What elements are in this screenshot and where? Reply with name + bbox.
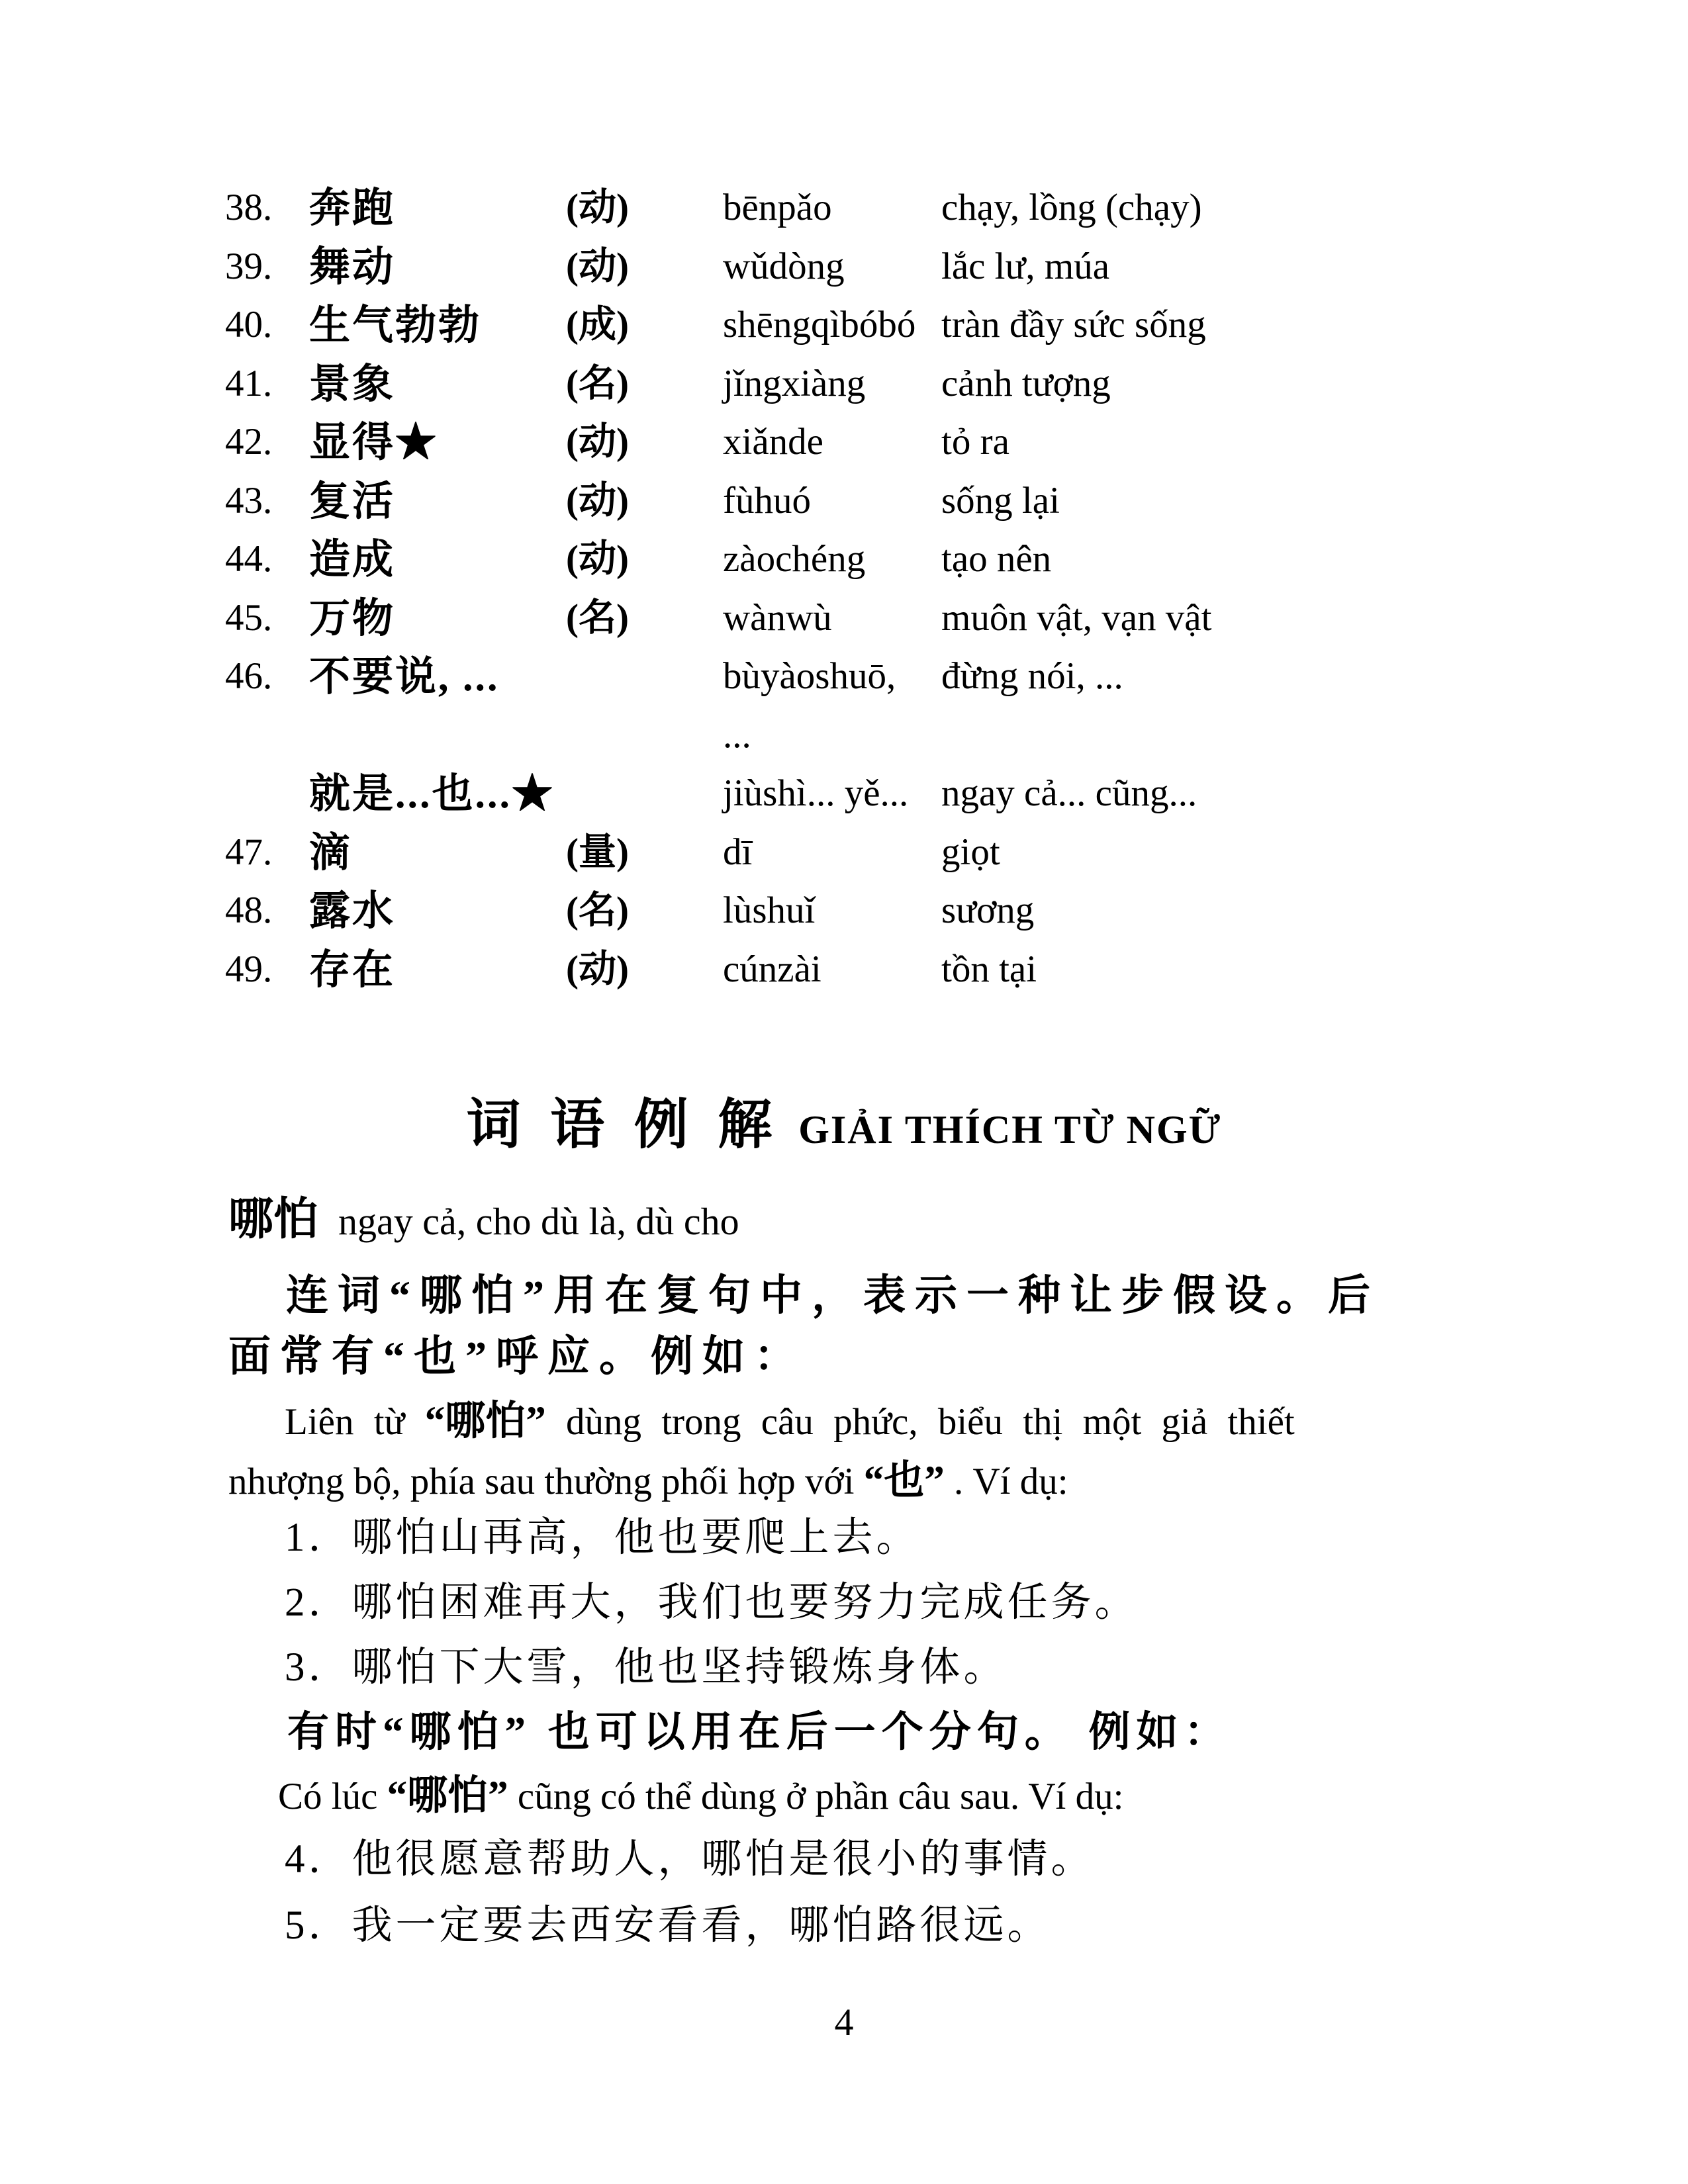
vocab-number: 42. (225, 421, 273, 463)
vocab-word: 显得★ (309, 420, 439, 465)
vocab-number: 46. (225, 655, 273, 697)
example-sentence-1: 1．哪怕山再高，他也要爬上去。 (285, 1516, 920, 1560)
vocab-number: 40. (225, 304, 273, 345)
vocab-pinyin: lùshuǐ (723, 889, 816, 931)
vocab-row (225, 480, 1483, 539)
vocab-word: 复活 (309, 478, 396, 524)
vocab-word: 就是...也...★ (309, 772, 555, 817)
vocab-translation: sương (941, 889, 1035, 931)
vocab-translation: ngay cả... cũng... (941, 772, 1197, 814)
vietnamese-explanation-line-2 (228, 1448, 1068, 1506)
vocab-row-continuation (225, 715, 1483, 774)
vocab-translation: tồn tại (941, 948, 1037, 990)
headword-chinese: 哪怕 (228, 1194, 319, 1244)
vocab-number: 38. (225, 187, 273, 228)
vocab-row (225, 363, 1483, 422)
vocab-pinyin: cúnzài (723, 948, 821, 990)
vocab-number: 43. (225, 479, 273, 522)
vocab-translation: chạy, lồng (chạy) (941, 187, 1202, 228)
vocab-translation: giọt (941, 831, 1000, 873)
section-heading (0, 1081, 1688, 1159)
chinese-explanation-line-2: 面常有“也”呼应。例如： (228, 1333, 806, 1380)
chinese-note-line: 有时“哪怕” 也可以用在后一个分句。 例如： (287, 1709, 1232, 1755)
vocab-pos: (名) (566, 889, 629, 931)
vocab-translation: cảnh tượng (941, 362, 1111, 404)
vocab-number: 41. (225, 362, 273, 404)
vocab-pinyin: wǔdòng (723, 245, 845, 287)
vocab-pinyin: ... (723, 713, 751, 756)
vocab-number: 39. (225, 245, 273, 287)
vocab-number: 44. (225, 538, 273, 580)
headword-line (228, 1183, 739, 1248)
vocab-word: 景象 (309, 361, 396, 407)
vocab-word: 存在 (309, 947, 396, 993)
vocab-pinyin: fùhuó (723, 479, 811, 522)
chinese-explanation-line-1: 连词“哪怕”用在复句中，表示一种让步假设。后 (286, 1272, 1380, 1319)
vocab-translation: tràn đầy sức sống (941, 304, 1206, 345)
vocab-row (225, 539, 1483, 598)
headword-gloss: ngay cả, cho dù là, dù cho (338, 1200, 739, 1243)
vocab-pos: (成) (566, 304, 629, 345)
vocab-row (225, 890, 1483, 949)
vocab-row-continuation (225, 773, 1483, 832)
vocab-pos: (名) (566, 596, 629, 639)
vocab-word: 万物 (309, 596, 396, 641)
vocab-pinyin: xiǎnde (723, 421, 823, 463)
vocab-pinyin: jǐngxiàng (723, 362, 866, 404)
vocab-row (225, 422, 1483, 480)
vocab-translation: đừng nói, ... (941, 655, 1123, 697)
vocab-row (225, 304, 1483, 363)
vocab-word: 不要说, ... (309, 655, 500, 700)
vocab-pinyin: bùyàoshuō, (723, 655, 896, 697)
vocab-number: 45. (225, 596, 273, 639)
inline-chinese-term: “也” (863, 1459, 945, 1503)
vocab-number: 49. (225, 948, 273, 990)
vocab-pos: (动) (566, 245, 629, 287)
vocab-pos: (动) (566, 948, 629, 990)
vocab-pos: (动) (566, 479, 629, 522)
vocab-row (225, 656, 1483, 715)
vocab-pinyin: zàochéng (723, 538, 866, 580)
viet-text: . Ví dụ: (954, 1461, 1068, 1502)
vocab-pos: (名) (566, 362, 629, 404)
vocab-number: 48. (225, 889, 273, 931)
vocab-translation: lắc lư, múa (941, 245, 1110, 287)
vocab-translation: tỏ ra (941, 421, 1009, 463)
viet-text: nhượng bộ, phía sau thường phối hợp với (228, 1461, 855, 1502)
vocab-word: 生气勃勃 (309, 303, 482, 348)
vocab-translation: muôn vật, vạn vật (941, 596, 1212, 639)
example-sentence-3: 3．哪怕下大雪，他也坚持锻炼身体。 (285, 1645, 1008, 1690)
section-heading-vietnamese: GIẢI THÍCH TỪ NGỮ (798, 1108, 1222, 1152)
vocab-row (225, 832, 1483, 891)
vocab-pinyin: jiùshì... yě... (723, 772, 909, 814)
vocab-translation: sống lại (941, 479, 1060, 522)
vocab-pinyin: shēngqìbóbó (723, 304, 916, 345)
vocab-list (225, 187, 1483, 1007)
vocab-translation: tạo nên (941, 538, 1052, 580)
inline-chinese-term: “哪怕” (387, 1774, 508, 1818)
vocab-word: 露水 (309, 889, 396, 934)
page-number: 4 (834, 2001, 854, 2044)
viet-text: Có lúc (278, 1776, 378, 1817)
vocab-number: 47. (225, 831, 273, 873)
vocab-row (225, 246, 1483, 305)
section-heading-chinese: 词 语 例 解 (466, 1093, 778, 1156)
vietnamese-explanation-line-1 (285, 1388, 1295, 1446)
vocab-row (225, 598, 1483, 657)
example-sentence-5: 5．我一定要去西安看看，哪怕路很远。 (285, 1903, 1051, 1948)
vocab-pinyin: dī (723, 831, 753, 873)
vocab-word: 造成 (309, 537, 396, 582)
vocab-pinyin: wànwù (723, 596, 832, 639)
example-sentence-4: 4．他很愿意帮助人，哪怕是很小的事情。 (285, 1837, 1095, 1882)
inline-chinese-term: “哪怕” (424, 1399, 546, 1443)
vocab-pos: (动) (566, 421, 629, 463)
example-sentence-2: 2．哪怕困难再大，我们也要努力完成任务。 (285, 1580, 1139, 1625)
vocab-pinyin: bēnpǎo (723, 187, 832, 228)
vocab-word: 滴 (309, 830, 353, 876)
vocab-word: 奔跑 (309, 186, 396, 231)
vocab-pos: (动) (566, 538, 629, 580)
vietnamese-note-line (278, 1763, 1123, 1821)
viet-text: cũng có thể dùng ở phần câu sau. Ví dụ: (517, 1776, 1124, 1817)
vocab-row (225, 949, 1483, 1008)
viet-text: dùng trong câu phức, biểu thị một giả thiết (565, 1401, 1295, 1443)
viet-text: Liên từ (285, 1401, 405, 1443)
vocab-pos: (动) (566, 187, 629, 228)
vocab-word: 舞动 (309, 244, 396, 290)
vocab-row (225, 187, 1483, 246)
vocab-pos: (量) (566, 831, 629, 873)
